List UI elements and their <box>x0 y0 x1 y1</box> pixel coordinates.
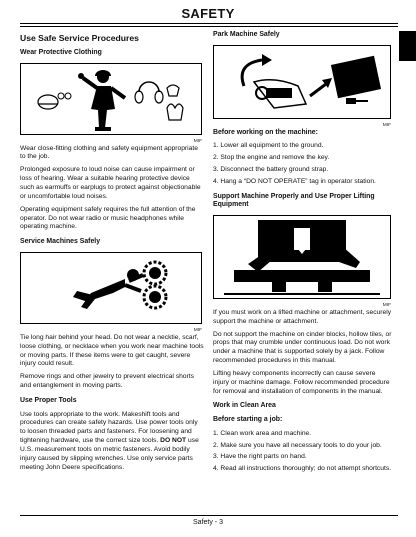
support-machine-figure <box>213 215 393 308</box>
work-clean-area-title: Work in Clean Area <box>213 402 276 410</box>
park-machine-title: Park Machine Safely <box>213 31 280 38</box>
page-title: SAFETY <box>181 6 235 21</box>
park-machine-illustration <box>213 45 391 119</box>
service-machines-title: Service Machines Safely <box>20 238 101 246</box>
before-working-subheading: Before working on the machine: <box>213 128 318 136</box>
right-column <box>213 31 393 477</box>
protective-clothing-illustration <box>20 63 202 135</box>
support-machine-title: Support Machine Properly and Use Proper Lifting Equipment <box>213 192 375 209</box>
paragraph: If you must work on a lifted machine or attachment, securely support the machine or attachment. <box>213 308 392 325</box>
support-machine-illustration <box>213 215 391 299</box>
paragraph: Tie long hair behind your head. Do not wear a necktie, scarf, loose clothing, or necklace when you work near machine tools or moving parts. If these items were to get caught, severe injury could result. <box>20 333 204 368</box>
list-item: 4. Read all instructions thoroughly; do not attempt shortcuts. <box>213 465 392 473</box>
before-starting-subheading: Before starting a job: <box>213 416 283 424</box>
header-rule-top <box>20 23 398 24</box>
park-machine-figure <box>213 45 393 128</box>
list-item: 4. Hang a “DO NOT OPERATE” tag in operator station. <box>213 177 376 185</box>
paragraph: Operating equipment safely requires the full attention of the operator. Do not wear radio or music headphones while operating machine. <box>20 205 196 231</box>
list-item: 1. Clean work area and machine. <box>213 429 312 437</box>
paragraph: Remove rings and other jewelry to prevent electrical shorts and entanglement in moving parts. <box>20 373 194 390</box>
figure-code: MIF <box>382 122 391 128</box>
page-footer: Safety - 3 <box>193 519 223 526</box>
section-heading: Use Safe Service Procedures <box>20 33 139 43</box>
service-machines-figure <box>20 252 204 333</box>
paragraph: Lifting heavy components incorrectly can cause severe injury or machine damage. Follow recommended procedure for removal and installation of components in the manual. <box>213 369 390 395</box>
protective-clothing-figure <box>20 63 204 144</box>
paragraph: Do not support the machine on cinder blocks, hollow tiles, or props that may crumble under continuous load. Do not work under a machine that is supported solely by a jack. Follow recommended procedures in this manual. <box>213 330 392 365</box>
figure-code: MIF <box>193 327 202 333</box>
paragraph: Wear close-fitting clothing and safety equipment appropriate to the job. <box>20 144 198 161</box>
figure-code: MIF <box>193 138 202 144</box>
list-item: 1. Lower all equipment to the ground. <box>213 142 324 150</box>
list-item: 3. Have the right parts on hand. <box>213 453 307 461</box>
figure-code: MIF <box>382 302 391 308</box>
list-item: 3. Disconnect the battery ground strap. <box>213 165 329 173</box>
use-proper-tools-title: Use Proper Tools <box>20 396 77 404</box>
header-rule-bottom <box>20 26 398 27</box>
list-item: 2. Stop the engine and remove the key. <box>213 154 330 162</box>
list-item: 2. Make sure you have all necessary tools to do your job. <box>213 441 382 449</box>
entanglement-illustration <box>20 252 202 324</box>
left-column <box>20 31 204 476</box>
section-tab-marker <box>399 31 416 61</box>
footer-rule <box>20 515 398 516</box>
wear-protective-clothing-title: Wear Protective Clothing <box>20 49 102 56</box>
paragraph: Prolonged exposure to loud noise can cause impairment or loss of hearing. Wear a suitable hearing protective device such as earmuffs or earplugs to protect against objectionable or uncomfortable loud noises. <box>20 166 201 200</box>
paragraph: Use tools appropriate to the work. Makeshift tools and procedures can create safety hazards. Use power tools only to loosen threaded parts and fasteners. For loosening and tightening hardware, use the correct size tools. DO NOT use U.S. measurement tools on metric fasteners. Avoid bodily injury caused by slipping wrenches. Use only service parts meeting John Deere specifications. <box>20 410 199 471</box>
